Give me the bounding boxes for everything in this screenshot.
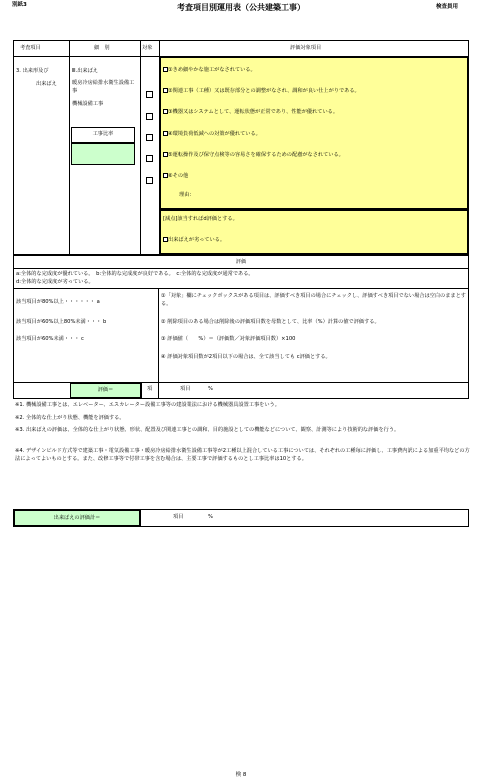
target-checkbox-3[interactable] <box>146 113 153 120</box>
col-header-sub: 細 別 <box>94 45 110 51</box>
result-label: 評価＝ <box>97 387 114 393</box>
criteria-line-1: a:全体的な完成度が優れている。 b:全体的な完成度が良好である。 c:全体的な完成度が通常である。 <box>16 271 254 277</box>
target-checkbox-6[interactable] <box>146 177 153 184</box>
eval-item-2[interactable]: ②関連工事（工種）又は既存部分との調整がなされ、調和が良い仕上がりである。 <box>163 88 360 95</box>
summary-label-box <box>14 510 140 526</box>
summary-text: 項目 <box>173 514 184 520</box>
footnote-2: ※2. 全体的な仕上がり状態、機能を評価する。 <box>15 415 125 421</box>
target-checkbox-2[interactable] <box>146 91 153 98</box>
target-checkbox-5[interactable] <box>146 155 153 162</box>
ratio-label: 工事比率 <box>92 131 114 137</box>
grade-rule-b: 該当項目が60%以上80%未満・・・ b <box>16 319 107 325</box>
eval-item-6[interactable]: ⑥その他 <box>163 173 188 180</box>
grade-rule-c: 該当項目が60%未満・・・ c <box>16 336 84 342</box>
col-header-target: 対象 <box>142 45 153 51</box>
ratio-label-box <box>71 127 135 143</box>
reason-label: 理由： <box>179 192 195 198</box>
sub-label-1: Ⅲ.出来ばえ <box>72 68 98 74</box>
item-label-1: 3. 出来形及び <box>16 68 49 74</box>
grade-rule-a: 該当項目が80%以上・・・・・・ a <box>16 299 100 305</box>
eval-item-1[interactable]: ①きめ細やかな施工がなされている。 <box>163 67 256 74</box>
sub-label-2: 暖房冷房給排水衛生設備工事 <box>72 80 135 94</box>
deduction-item[interactable]: 出来ばえが劣っている。 <box>163 237 225 244</box>
footnote-1: ※1. 機械設備工事とは、エレベーター、エスカレーター設備工事等の建設業法における機械器具設置工事をいう。 <box>15 402 280 408</box>
note-4: ④ 評価対象項目数が2項目以下の場合は、全て該当しても c評価とする。 <box>161 354 331 360</box>
note-1: ①「対象」欄にチェックボックスがある項目は、評価すべき項目の場合にチェックし、評価すべき項目でない場合は空白のままとする。 <box>161 293 466 307</box>
note-2: ② 削除項目のある場合は削除後の評価項目数を母数として、比率（%）計算の値で評価する。 <box>161 319 380 325</box>
deduction-note: [減点]該当すればd評価とする。 <box>163 216 238 222</box>
eval-item-3[interactable]: ③機器又はシステムとして、運転状態が正常であり、性能が優れている。 <box>163 109 338 116</box>
summary-label: 出来ばえの評価計＝ <box>53 515 101 521</box>
note-3: ③ 評価値（ %）＝（評価数／対象評価項目数）×100 <box>161 336 296 342</box>
target-checkbox-4[interactable] <box>146 134 153 141</box>
footnote-3: ※3. 出来ばえの評価は、全体的な仕上がり状態、形状、配置及び関連工事との調和、目的施設としての機能などについて、観察、計測等により技術的な評価を行う。 <box>15 427 400 433</box>
col-header-eval: 評価対象項目 <box>290 45 322 51</box>
eval-item-5[interactable]: ⑤運転操作及び保守点検等の容易さを確保するための配慮がなされている。 <box>163 152 344 159</box>
criteria-line-2: d:全体的な完成度が劣っている。 <box>16 279 94 285</box>
summary-pct: % <box>208 514 213 520</box>
result-pct: % <box>208 386 213 392</box>
sub-label-3: 機械設備工事 <box>72 101 104 107</box>
evaluation-header: 評価 <box>235 259 247 265</box>
doc-id: 別紙3 <box>12 2 27 8</box>
result-label-box <box>70 383 141 398</box>
footnote-4: ※4. デザインビルド方式等で建築工事・電気設備工事・暖房冷房給排水衛生設備工事等が2工種以上混合している工事については、それぞれの工種毎に評価し、工事費内訳による加重平均などの方法によってよいものとする。また、改修工事等で付帯工事を含む場合は、主要工事で評価するものとし工事比率は10とする。 <box>15 448 470 462</box>
page-title: 考査項目別運用表（公共建築工事） <box>177 3 305 12</box>
col-header-item: 考査項目 <box>20 45 41 51</box>
page-number: 検 8 <box>235 772 247 778</box>
result-text: 項目 <box>180 386 191 392</box>
user-tag: 検査員用 <box>436 4 459 10</box>
eval-item-4[interactable]: ④環境負荷低減への対策が優れている。 <box>163 131 261 138</box>
ratio-input[interactable] <box>71 143 135 165</box>
result-unit: 項 <box>147 386 153 392</box>
item-label-2: 出来ばえ <box>36 81 57 87</box>
